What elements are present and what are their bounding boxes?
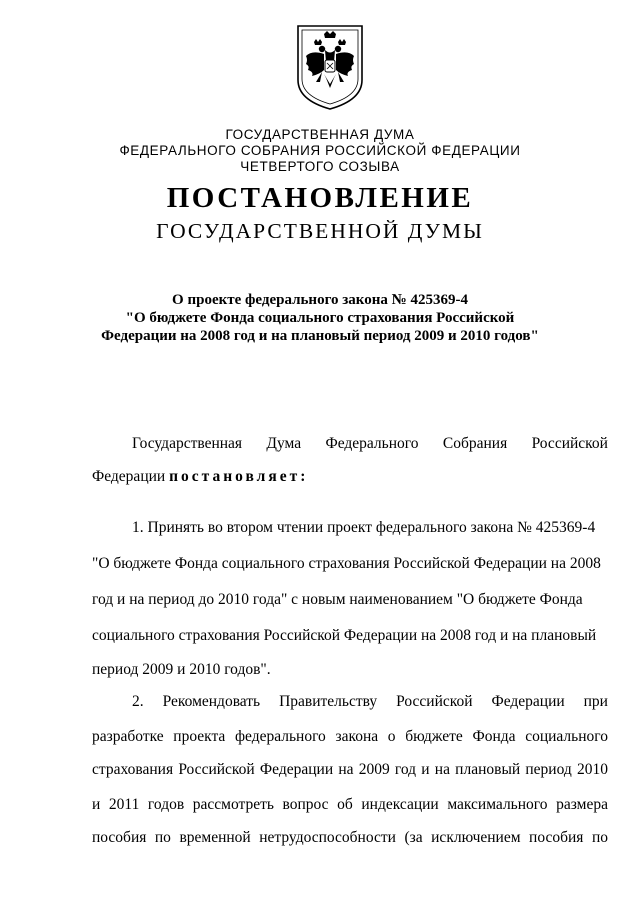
word: 2011 [108,796,140,813]
word: индексации [361,796,439,813]
item2-line4 [92,795,608,815]
word: разработке [92,728,164,745]
document-title: ПОСТАНОВЛЕНИЕ [166,182,474,214]
preamble-word: Российской [531,435,608,452]
word: год [394,761,417,778]
item1-line2: "О бюджете Фонда социального страхования Российской Федерации на 2008 [92,555,601,572]
word: исключением [431,829,521,846]
word: максимального [447,796,548,813]
word: об [337,796,353,813]
header-convocation: ЧЕТВЕРТОГО СОЗЫВА [240,159,400,174]
bill-heading-line3: Федерации на 2008 год и на плановый период 2009 и 2010 годов" [101,328,539,344]
word: пособия [92,829,147,846]
word: Фонда [472,728,516,745]
item2-line5 [92,828,608,848]
preamble-word: Дума [266,435,302,452]
word: размера [556,796,608,813]
item1-line1: 1. Принять во втором чтении проект федерального закона № 425369-4 [132,519,596,536]
word: нетрудоспособности [259,829,396,846]
word: бюджете [405,728,463,745]
word: Российской [396,693,473,710]
bill-heading-line2: "О бюджете Фонда социального страхования Российской [125,310,515,326]
word: годов [147,796,185,813]
item1-line4: социального страхования Российской Федерации на 2008 год и на плановый [92,627,597,644]
word: вопрос [282,796,329,813]
coat-of-arms-icon [294,22,366,112]
word: (за [404,829,423,846]
preamble-word: Собрания [442,435,508,452]
word: по [154,829,171,846]
word: проекта [173,728,226,745]
word: 2. [132,693,144,710]
word: закона [335,728,379,745]
item1-line3: год и на период до 2010 года" с новым наименованием "О бюджете Фонда [92,591,583,608]
word: временной [179,829,251,846]
document-subtitle: ГОСУДАРСТВЕННОЙ ДУМЫ [156,219,484,243]
word: Рекомендовать [162,693,261,710]
preamble-decree-word: постановляет: [169,468,309,485]
preamble-word: Федерального [325,435,419,452]
preamble-prefix: Федерации [92,468,166,485]
item2-line1 [132,692,608,712]
header-org-line2: ФЕДЕРАЛЬНОГО СОБРАНИЯ РОССИЙСКОЙ ФЕДЕРАЦИИ [119,143,521,158]
word: и [421,761,430,778]
word: плановый [455,761,521,778]
header-org-line1: ГОСУДАРСТВЕННАЯ ДУМА [225,127,415,142]
preamble-word: Государственная [132,435,243,452]
word: и [92,796,101,813]
word: Федерации [259,761,334,778]
item1-line5: период 2009 и 2010 годов". [92,661,271,678]
word: рассмотреть [192,796,274,813]
word: страхования [92,761,174,778]
word: Федерации [491,693,565,710]
word: период [525,761,572,778]
preamble-line1 [132,434,608,454]
word: на [434,761,450,778]
word: 2009 [358,761,390,778]
word: социального [525,728,608,745]
word: Российской [178,761,255,778]
word: по [591,829,608,846]
word: на [338,761,354,778]
bill-heading-line1: О проекте федерального закона № 425369-4 [172,292,468,308]
word: о [387,728,396,745]
item2-line3 [92,760,608,780]
word: пособия [529,829,584,846]
preamble-line2 [92,467,308,487]
item2-line2 [92,727,608,747]
word: Правительству [279,693,378,710]
word: при [583,693,608,710]
word: 2010 [576,761,608,778]
word: федерального [234,728,326,745]
